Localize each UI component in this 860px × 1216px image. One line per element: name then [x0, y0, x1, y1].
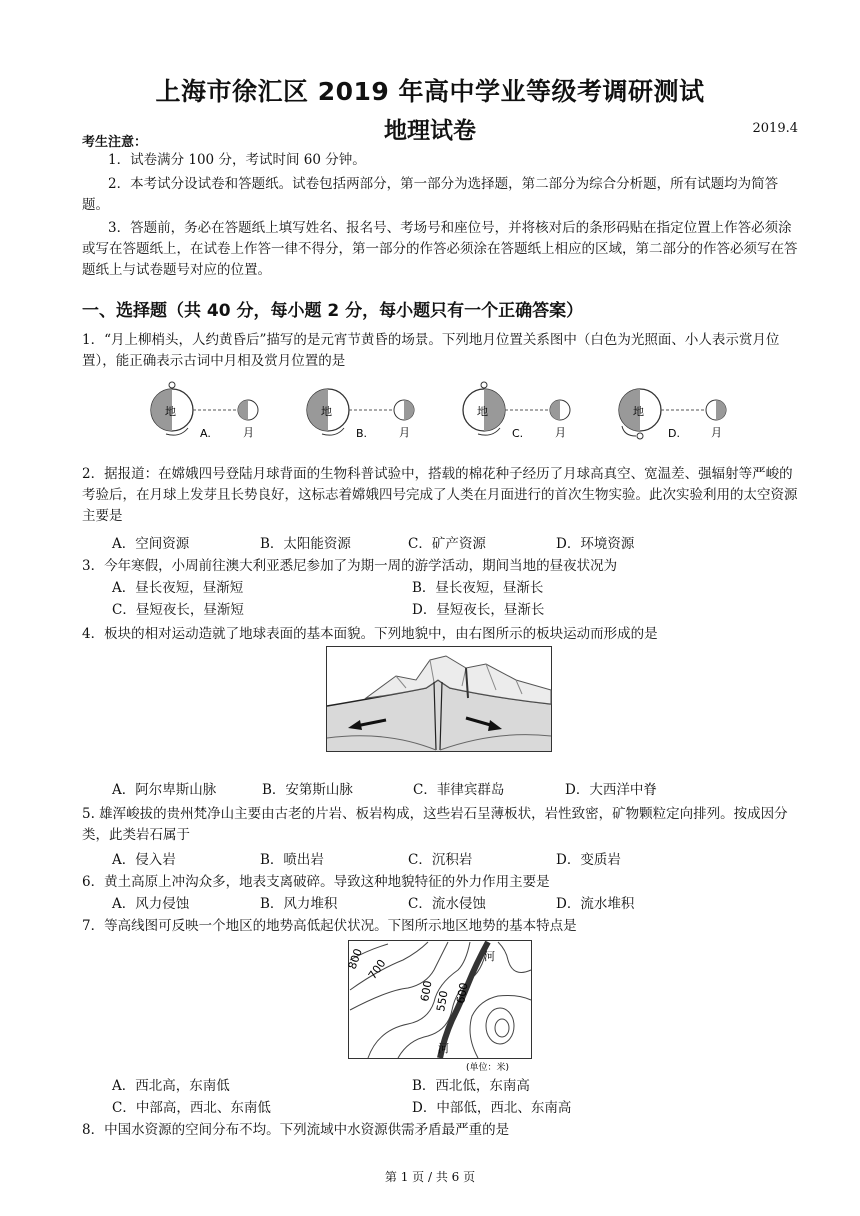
option-b: B．喷出岩 [260, 852, 324, 868]
option-b: B．安第斯山脉 [262, 782, 353, 798]
notice-heading: 考生注意： [82, 135, 148, 150]
panel-label-a: A. [200, 427, 211, 440]
question-2-options [112, 534, 802, 555]
earth-moon-figure [140, 374, 740, 440]
exam-subtitle: 地理试卷 [384, 118, 476, 144]
moon-label-d: 月 [711, 426, 722, 439]
notice-item-1: 1．试卷满分 100 分，考试时间 60 分钟。 [108, 152, 366, 168]
moon-label-b: 月 [399, 426, 410, 439]
contour-label-600-left: 600 [418, 979, 435, 1003]
option-c: C．沉积岩 [408, 852, 473, 868]
question-3-options-row2 [112, 600, 802, 621]
option-d: D．大西洋中脊 [565, 782, 657, 798]
option-b: B．风力堆积 [260, 896, 338, 912]
option-a: A．侵入岩 [112, 852, 176, 868]
option-a: A．空间资源 [112, 536, 190, 552]
plate-boundary-figure [326, 646, 552, 752]
option-b: B．太阳能资源 [260, 536, 351, 552]
option-d: D．环境资源 [556, 536, 635, 552]
question-7-stem: 7．等高线图可反映一个地区的地势高低起伏状况。下图所示地区地势的基本特点是 [82, 918, 577, 934]
panel-label-b: B. [356, 427, 368, 440]
river-label-bottom: 河 [438, 1042, 449, 1055]
question-7-options-row2 [112, 1098, 802, 1119]
moon-label-a: 月 [243, 426, 254, 439]
contour-label-800: 800 [345, 946, 366, 972]
earth-label-d: 地 [633, 405, 644, 418]
option-a: A．西北高，东南低 [112, 1078, 230, 1094]
panel-label-d: D. [668, 427, 680, 440]
option-d: D．中部低，西北、东南高 [412, 1100, 572, 1116]
exam-date: 2019.4 [752, 121, 798, 136]
panel-label-c: C. [512, 427, 524, 440]
question-6-stem: 6．黄土高原上冲沟众多，地表支离破碎。导致这种地貌特征的外力作用主要是 [82, 874, 550, 890]
option-d: D．昼短夜长，昼渐长 [412, 602, 545, 618]
notice-item-3: 3．答题前，务必在答题纸上填写姓名、报名号、考场号和座位号，并将核对后的条形码贴在指定位置上作答必须涂或写在答题纸上，在试卷上作答一律不得分，第一部分的作答必须涂在答题纸上相应的区域，第二部分的作答必须写在答题纸上与试卷题号对应的位置。 [82, 220, 798, 278]
option-d: D．变质岩 [556, 852, 621, 868]
earth-label-c: 地 [477, 405, 488, 418]
question-5-options [112, 850, 802, 871]
question-7-options-row1 [112, 1076, 802, 1097]
question-5-stem: 5. 雄浑峻拔的贵州梵净山主要由古老的片岩、板岩构成，这些岩石呈薄板状，岩性致密，矿物颗粒定向排列。按成因分类，此类岩石属于 [82, 806, 788, 843]
question-8-stem: 8．中国水资源的空间分布不均。下列流域中水资源供需矛盾最严重的是 [82, 1122, 510, 1138]
question-1-stem: 1．“月上柳梢头，人约黄昏后”描写的是元宵节黄昏的场景。下列地月位置关系图中（白色为光照面、小人表示赏月位置），能正确表示古词中月相及赏月位置的是 [82, 332, 780, 369]
option-a: A．昼长夜短，昼渐短 [112, 580, 244, 596]
option-c: C．中部高，西北、东南低 [112, 1100, 271, 1116]
option-c: C．流水侵蚀 [408, 896, 486, 912]
question-2-stem: 2．据报道：在嫦娥四号登陆月球背面的生物科普试验中，搭载的棉花种子经历了月球高真空、宽温差、强辐射等严峻的考验后，在月球上发芽且长势良好，这标志着嫦娥四号完成了人类在月面进行的首次生物实验。此次实验利用的太空资源主要是 [82, 466, 798, 524]
exam-title: 上海市徐汇区 2019 年高中学业等级考调研测试 [155, 77, 705, 106]
section-heading: 一、选择题（共 40 分，每小题 2 分，每小题只有一个正确答案） [82, 301, 584, 321]
contour-unit-note: (单位：米) [466, 1063, 510, 1073]
contour-label-550: 550 [434, 989, 451, 1013]
option-b: B．昼长夜短，昼渐长 [412, 580, 544, 596]
contour-label-600-right: 600 [454, 981, 471, 1005]
option-c: C．昼短夜长，昼渐短 [112, 602, 244, 618]
option-a: A．风力侵蚀 [112, 896, 190, 912]
river-label-top: 河 [484, 950, 495, 963]
earth-label-a: 地 [165, 405, 176, 418]
option-a: A．阿尔卑斯山脉 [112, 782, 217, 798]
page-footer: 第 1 页 / 共 6 页 [384, 1170, 476, 1184]
option-d: D．流水堆积 [556, 896, 635, 912]
moon-label-c: 月 [555, 426, 566, 439]
option-b: B．西北低，东南高 [412, 1078, 530, 1094]
question-4-options [112, 780, 802, 801]
option-c: C．菲律宾群岛 [413, 782, 505, 798]
question-3-options-row1 [112, 578, 802, 599]
earth-label-b: 地 [321, 405, 332, 418]
notice-item-2: 2．本考试分设试卷和答题纸。试卷包括两部分，第一部分为选择题，第二部分为综合分析题，所有试题均为简答题。 [82, 176, 779, 213]
contour-label-700: 700 [365, 957, 389, 982]
question-6-options [112, 894, 802, 915]
question-3-stem: 3．今年寒假，小周前往澳大利亚悉尼参加了为期一周的游学活动，期间当地的昼夜状况为 [82, 558, 618, 574]
question-4-stem: 4．板块的相对运动造就了地球表面的基本面貌。下列地貌中，由右图所示的板块运动而形成的是 [82, 626, 658, 642]
contour-map-figure [345, 940, 532, 1073]
option-c: C．矿产资源 [408, 536, 486, 552]
